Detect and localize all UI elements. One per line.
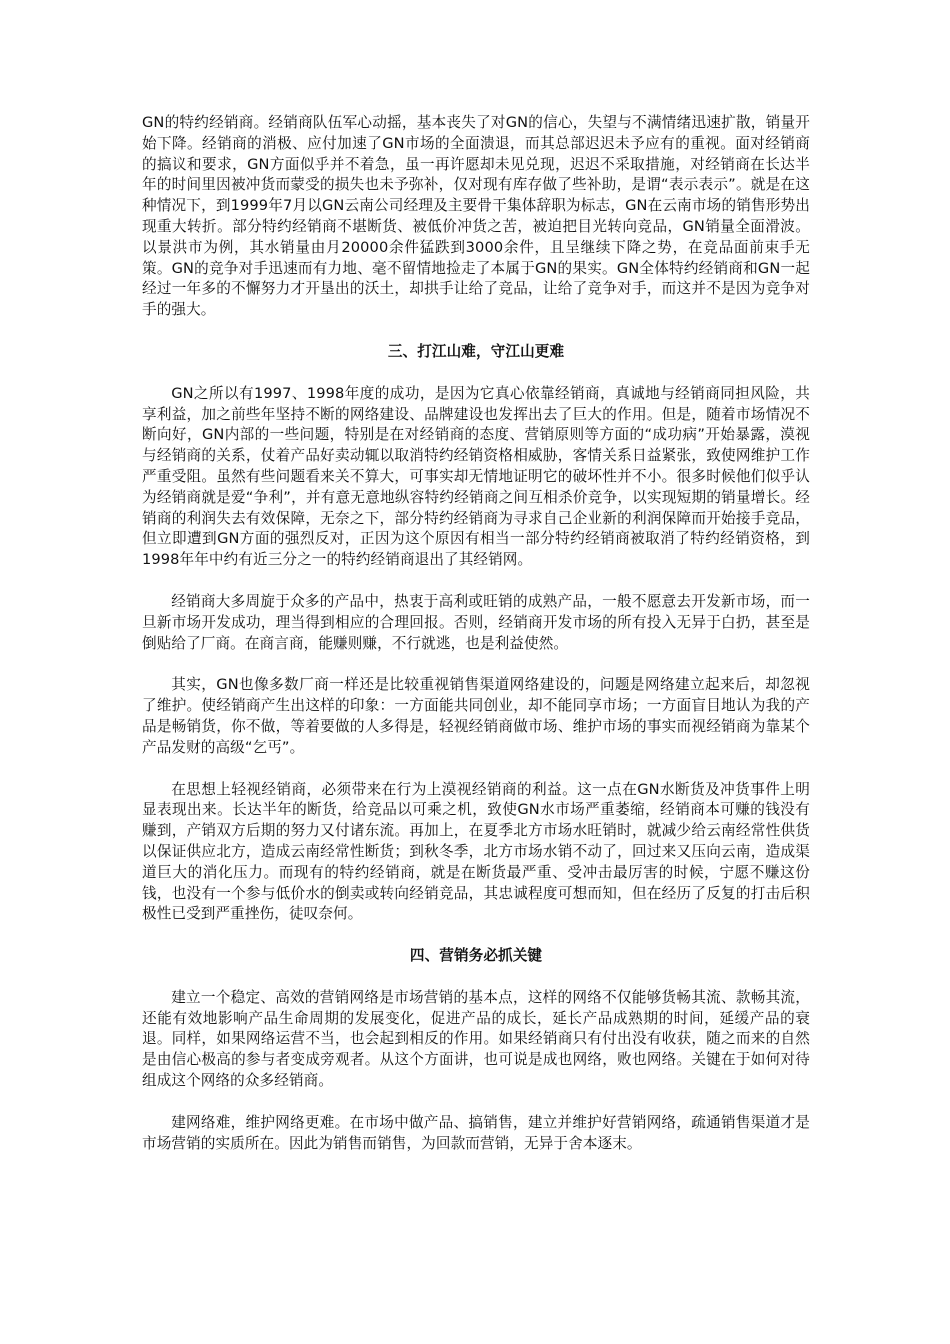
paragraph-continuation: GN的特约经销商。经销商队伍军心动摇，基本丧失了对GN的信心，失望与不满情绪迅速扩散，销量开始下降。经销商的消极、应付加速了GN市场的全面溃退，而其总部迟迟未予应有的重视。面对经销商的搞议和要求，GN方面似乎并不着急，虽一再许愿却未见兑现，迟迟不采取措施，对经销商在长达半年的时间里因被冲货而蒙受的损失也未予弥补，仅对现有库存做了些补助，是谓“表示表示”。就是在这种情况下，到1999年7月以GN云南公司经理及主要骨干集体辞职为标志，GN在云南市场的销售形势出现重大转折。部分特约经销商不堪断货、被低价冲货之苦，被迫把目光转向竞品，GN销量全面滑波。以景洪市为例，其水销量由月20000余件猛跌到3000余件，且呈继续下降之势，在竞品面前束手无策。GN的竞争对手迅速而有力地、毫不留情地捡走了本属于GN的果实。GN全体特约经销商和GN一起经过一年多的不懈努力才开垦出的沃土，却拱手让给了竞品，让给了竞争对手，而这并不是因为竞争对手的强大。 [142,114,810,319]
spacer [142,759,810,780]
spacer [142,967,810,988]
section-heading-4: 四、营销务必抓关键 [409,947,543,965]
spacer [142,321,810,342]
spacer [142,571,810,592]
paragraph: 经销商大多周旋于众多的产品中，热衷于高利或旺销的成熟产品，一般不愿意去开发新市场，而一旦新市场开发成功，理当得到相应的合理回报。否则，经销商开发市场的所有投入无异于白扔，甚至是倒贴给了厂商。在商言商，能赚则赚，不行就逃，也是利益使然。 [142,592,810,652]
spacer [142,363,810,384]
paragraph: 建立一个稳定、高效的营销网络是市场营销的基本点，这样的网络不仅能够货畅其流、款畅其流，还能有效地影响产品生命周期的发展变化，促进产品的成长，延长产品成熟期的时间，延缓产品的衰退。同样，如果网络运营不当，也会起到相反的作用。如果经销商只有付出没有收获，随之而来的自然是由信心极高的参与者变成旁观者。从这个方面讲，也可说是成也网络，败也网络。关键在于如何对待组成这个网络的众多经销商。 [142,988,810,1090]
paragraph: 建网络难，维护网络更难。在市场中做产品、搞销售，建立并维护好营销网络，疏通销售渠道才是市场营销的实质所在。因此为销售而销售，为回款而营销，无异于舍本逐末。 [142,1113,810,1152]
paragraph: 其实，GN也像多数厂商一样还是比较重视销售渠道网络建设的，问题是网络建立起来后，却忽视了维护。使经销商产生出这样的印象：一方面能共同创业，却不能同享市场；一方面盲目地认为我的产品是畅销货，你不做，等着要做的人多得是，轻视经销商做市场、维护市场的事实而视经销商为靠某个产品发财的高级“乞丐”。 [142,676,810,756]
spacer [142,654,810,675]
spacer [142,1092,810,1113]
spacer [142,925,810,946]
document-page [142,113,810,1154]
section-heading-3: 三、打江山难，守江山更难 [387,342,565,360]
paragraph: GN之所以有1997、1998年度的成功，是因为它真心依靠经销商，真诚地与经销商同担风险，共享利益，加之前些年坚持不断的网络建设、品牌建设也发挥出去了巨大的作用。但是，随着市场情况不断向好，GN内部的一些问题，特别是在对经销商的态度、营销原则等方面的“成功病”开始暴露，漠视与经销商的关系，仗着产品好卖动辄以取消特约经销资格相威胁，客情关系日益紧张，致使网维护工作严重受阻。虽然有些问题看来关不算大，可事实却无情地证明它的破坏性并不小。很多时候他们似乎认为经销商就是爱“争利”，并有意无意地纵容特约经销商之间互相杀价竞争，以实现短期的销量增长。经销商的利润失去有效保障，无奈之下，部分特约经销商为寻求自己企业新的利润保障而开始接手竞品，但立即遭到GN方面的强烈反对，正因为这个原因有相当一部分特约经销商被取消了特约经销资格，到1998年年中约有近三分之一的特约经销商退出了其经销网。 [142,384,810,569]
paragraph: 在思想上轻视经销商，必须带来在行为上漠视经销商的利益。这一点在GN水断货及冲货事件上明显表现出来。长达半年的断货，给竞品以可乘之机，致使GN水市场严重萎缩，经销商本可赚的钱没有赚到，产销双方后期的努力又付诸东流。再加上，在夏季北方市场水旺销时，就减少给云南经常性供货以保证供应北方，造成云南经常性断货；到秋冬季，北方市场水销不动了，回过来又压向云南，造成渠道巨大的消化压力。而现有的特约经销商，就是在断货最严重、受冲击最厉害的时候，宁愿不赚这份钱，也没有一个参与低价水的倒卖或转向经销竞品，其忠诚程度可想而知，但在经历了反复的打击后积极性已受到严重挫伤，徒叹奈何。 [142,780,810,923]
